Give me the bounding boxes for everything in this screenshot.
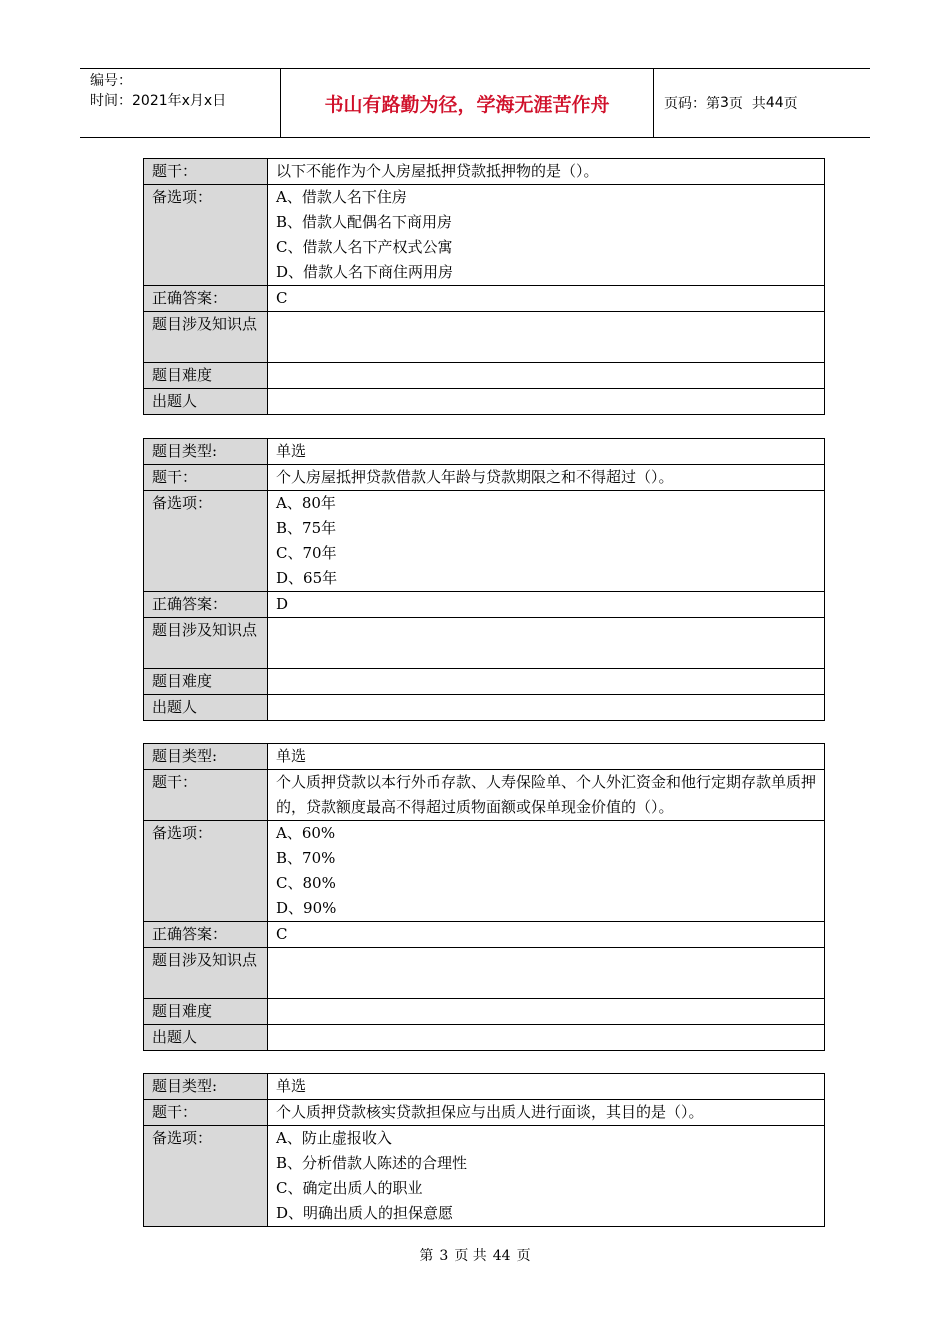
- option-a: A、60%: [276, 824, 336, 842]
- option-a: A、80年: [276, 494, 336, 512]
- question-table-4: [143, 1073, 825, 1227]
- difficulty-label: 题目难度: [144, 669, 268, 695]
- question-stem: 个人房屋抵押贷款借款人年龄与贷款期限之和不得超过（）。: [268, 465, 825, 491]
- option-b: B、分析借款人陈述的合理性: [276, 1154, 468, 1172]
- options-label: 备选项：: [144, 491, 268, 592]
- footer-page-total: 44: [492, 1248, 511, 1264]
- answer-value: D: [268, 592, 825, 618]
- options-list: [268, 821, 825, 922]
- knowledge-value: [268, 948, 825, 999]
- question-table-3: [143, 743, 825, 1051]
- question-stem: 个人质押贷款以本行外币存款、人寿保险单、个人外汇资金和他行定期存款单质押的，贷款额度最高不得超过质物面额或保单现金价值的（）。: [268, 770, 825, 821]
- answer-value: C: [268, 922, 825, 948]
- option-c: C、确定出质人的职业: [276, 1179, 423, 1197]
- author-label: 出题人: [144, 695, 268, 721]
- difficulty-value: [268, 363, 825, 389]
- header-page-total: 44: [765, 95, 784, 111]
- question-type: 单选: [268, 1074, 825, 1100]
- question-stem: 个人质押贷款核实贷款担保应与出质人进行面谈，其目的是（）。: [268, 1100, 825, 1126]
- author-label: 出题人: [144, 389, 268, 415]
- option-c: C、70年: [276, 544, 337, 562]
- answer-label: 正确答案：: [144, 922, 268, 948]
- author-value: [268, 389, 825, 415]
- options-list: [268, 185, 825, 286]
- question-type: 单选: [268, 744, 825, 770]
- answer-label: 正确答案：: [144, 592, 268, 618]
- stem-label: 题干：: [144, 1100, 268, 1126]
- type-label: 题目类型:: [144, 1074, 268, 1100]
- options-list: [268, 491, 825, 592]
- options-label: 备选项：: [144, 1126, 268, 1227]
- answer-label: 正确答案：: [144, 286, 268, 312]
- author-label: 出题人: [144, 1025, 268, 1051]
- difficulty-value: [268, 669, 825, 695]
- knowledge-label: 题目涉及知识点: [144, 948, 268, 999]
- option-d: D、65年: [276, 569, 338, 587]
- question-table-1: [143, 158, 825, 415]
- knowledge-label: 题目涉及知识点: [144, 312, 268, 363]
- knowledge-label: 题目涉及知识点: [144, 618, 268, 669]
- knowledge-value: [268, 312, 825, 363]
- difficulty-label: 题目难度: [144, 999, 268, 1025]
- option-b: B、70%: [276, 849, 336, 867]
- type-label: 题目类型:: [144, 439, 268, 465]
- options-list: [268, 1126, 825, 1227]
- page-header: [80, 68, 870, 138]
- option-a: A、借款人名下住房: [276, 188, 407, 206]
- option-c: C、借款人名下产权式公寓: [276, 238, 453, 256]
- author-value: [268, 695, 825, 721]
- question-table-2: [143, 438, 825, 721]
- stem-label: 题干：: [144, 159, 268, 185]
- author-value: [268, 1025, 825, 1051]
- knowledge-value: [268, 618, 825, 669]
- option-b: B、75年: [276, 519, 337, 537]
- stem-label: 题干：: [144, 770, 268, 821]
- options-label: 备选项：: [144, 821, 268, 922]
- stem-label: 题干：: [144, 465, 268, 491]
- document-number: 编号：: [90, 73, 132, 89]
- option-b: B、借款人配偶名下商用房: [276, 213, 453, 231]
- option-d: D、明确出质人的担保意愿: [276, 1204, 454, 1222]
- type-label: 题目类型:: [144, 744, 268, 770]
- option-d: D、借款人名下商住两用房: [276, 263, 454, 281]
- question-type: 单选: [268, 439, 825, 465]
- option-a: A、防止虚报收入: [276, 1129, 392, 1147]
- option-d: D、90%: [276, 899, 337, 917]
- question-stem: 以下不能作为个人房屋抵押贷款抵押物的是（）。: [268, 159, 825, 185]
- page-footer: 第 3 页 共 44 页: [419, 1248, 531, 1264]
- answer-value: C: [268, 286, 825, 312]
- options-label: 备选项：: [144, 185, 268, 286]
- difficulty-value: [268, 999, 825, 1025]
- document-time: 时间：2021年x月x日: [90, 93, 227, 109]
- header-motto: 书山有路勤为径，学海无涯苦作舟: [281, 69, 654, 137]
- header-page-indicator: 页码：第 3 页 共 44 页: [664, 95, 798, 112]
- header-meta: [80, 69, 281, 137]
- option-c: C、80%: [276, 874, 336, 892]
- header-page-number: 3: [720, 95, 729, 111]
- difficulty-label: 题目难度: [144, 363, 268, 389]
- footer-page-number: 3: [439, 1248, 449, 1264]
